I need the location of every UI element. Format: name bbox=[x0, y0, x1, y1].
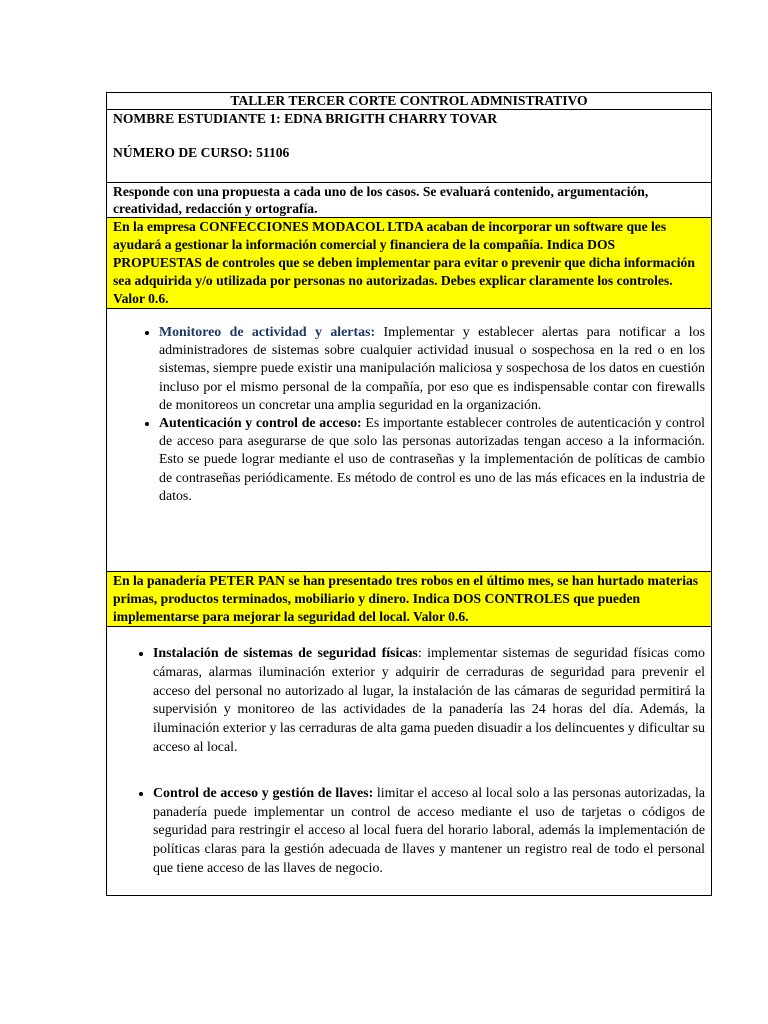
case1-prompt: En la empresa CONFECCIONES MODACOL LTDA acaban de incorporar un software que les ayudará a gestionar la información comercial y financiera de la compañía. Indica DOS PROPUESTAS de controles que se deben implementar para evitar o prevenir que dicha información sea adquirida y/o utilizada por personas no autorizadas. Debes explicar claramente los controles. Valor 0.6. bbox=[107, 218, 712, 309]
student-info bbox=[107, 110, 712, 183]
list-item bbox=[159, 324, 705, 415]
answer-title: Monitoreo de actividad y alertas: bbox=[159, 325, 376, 340]
case2-answer-row bbox=[107, 627, 712, 896]
student-row bbox=[107, 110, 712, 183]
course-number: NÚMERO DE CURSO: 51106 bbox=[113, 145, 290, 160]
instructions-text: Responde con una propuesta a cada uno de los casos. Se evaluará contenido, argumentación, creatividad, redacción y ortografía. bbox=[107, 183, 712, 218]
case1-row bbox=[107, 218, 712, 309]
list-item bbox=[153, 785, 705, 879]
answer-body: limitar el acceso al local solo a las personas autorizadas, la panadería puede implementar un control de acceso mediante el uso de tarjetas o códigos de seguridad para restringir el acceso al local fuera del horario laboral, además la implementación de políticas claras para la gestión adecuada de llaves y mantener un registro real de todo el personal que tiene acceso de las llaves de negocio. bbox=[153, 785, 705, 876]
case1-answer bbox=[107, 309, 712, 572]
answer-title: Instalación de sistemas de seguridad físicas bbox=[153, 646, 418, 661]
case2-prompt: En la panadería PETER PAN se han presentado tres robos en el último mes, se han hurtado materias primas, productos terminados, mobiliario y dinero. Indica DOS CONTROLES que pueden implementarse para mejorar la seguridad del local. Valor 0.6. bbox=[107, 572, 712, 627]
answer-title: Autenticación y control de acceso: bbox=[159, 416, 362, 432]
case1-answer-list bbox=[113, 324, 705, 506]
assignment-table bbox=[106, 92, 712, 896]
case2-row bbox=[107, 572, 712, 627]
student-name: NOMBRE ESTUDIANTE 1: EDNA BRIGITH CHARRY TOVAR bbox=[113, 111, 498, 126]
instructions-row bbox=[107, 183, 712, 218]
answer-body: : implementar sistemas de seguridad físicas como cámaras, alarmas iluminación exterior y adquirir de cerraduras de seguridad para prevenir el acceso del personal no autorizado al lugar, la instalación de las cámaras de seguridad permitirá la supervisión y monitoreo de las actividades de la panadería las 24 horas del día. Además, la iluminación exterior y las cerraduras de alta gama pueden disuadir a los delincuentes y dificultar su acceso al local. bbox=[153, 646, 705, 755]
list-item bbox=[153, 645, 705, 758]
answer-title: Control de acceso y gestión de llaves: bbox=[153, 785, 374, 801]
case1-answer-row bbox=[107, 309, 712, 572]
case2-answer bbox=[107, 627, 712, 896]
case2-answer-list bbox=[113, 645, 705, 879]
title-row bbox=[107, 93, 712, 110]
list-item bbox=[159, 415, 705, 506]
answer-body: Implementar y establecer alertas para notificar a los administradores de sistemas sobre cualquier actividad inusual o sospechosa en la red o en los sistemas, siempre puede existir una manipulación maliciosa y sospechosa de los datos en cuestión incluso por el mismo personal de la compañía, por eso que es indispensable contar con firewalls de monitoreos un concretar una amplia seguridad en la organización. bbox=[159, 325, 706, 413]
document-title: TALLER TERCER CORTE CONTROL ADMNISTRATIVO bbox=[107, 93, 712, 110]
answer-body: Es importante establecer controles de autenticación y control de acceso para asegurarse de que solo las personas autorizadas tengan acceso a la información. Esto se puede lograr mediante el uso de contraseñas y la implementación de políticas de cambio de contraseñas periódicamente. Es método de control es uno de las más eficaces en la industria de datos. bbox=[159, 416, 706, 504]
